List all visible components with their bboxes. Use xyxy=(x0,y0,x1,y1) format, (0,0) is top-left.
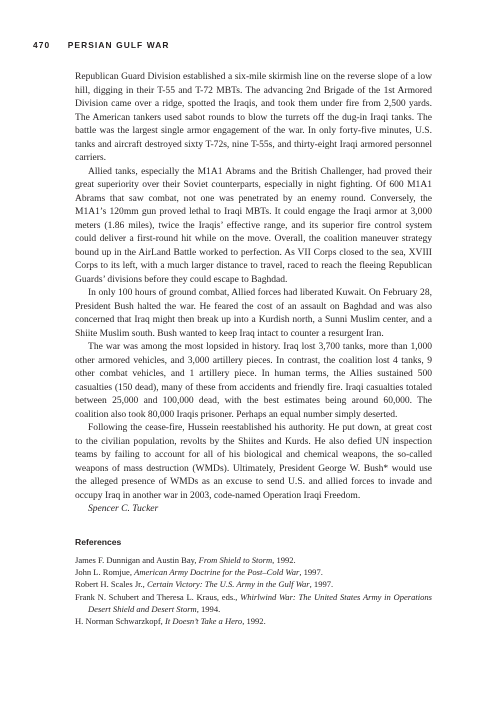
body-paragraph-1: Republican Guard Division established a six-mile skirmish line on the reverse slope of a low hill, digging in their T-55 and T-72 MBTs. The advancing 2nd Brigade of the 1st Armored Division came over a ridge, spotted the Iraqis, and took them under fire from 2,500 yards. The American tankers used sabot rounds to blow the turrets off the dug-in Iraqi tanks. The battle was the largest single armor engagement of the war. In only forty-five minutes, U.S. tanks and aircraft destroyed sixty T-72s, nine T-55s, and thirty-eight Iraqi armored personnel carriers. xyxy=(75,71,432,163)
reference-title: It Doesn’t Take a Hero xyxy=(164,616,243,627)
reference-item: H. Norman Schwarzkopf, It Doesn’t Take a Hero, 1992. xyxy=(75,616,266,627)
article-body xyxy=(75,70,432,627)
body-paragraph-3: In only 100 hours of ground combat, Allied forces had liberated Kuwait. On February 28, President Bush halted the war. He feared the cost of an assault on Baghdad and was also concerned that Iraq might then break up into a Kurdish north, a Sunni Muslim center, and a Shiite Muslim south. Bush wanted to keep Iraq intact to counter a resurgent Iran. xyxy=(75,287,432,339)
reference-title: American Army Doctrine for the Post–Cold War xyxy=(134,567,300,578)
page-number: 470 xyxy=(33,40,51,50)
body-paragraph-4: The war was among the most lopsided in history. Iraq lost 3,700 tanks, more than 1,000 other armored vehicles, and 3,000 artillery pieces. In contrast, the coalition lost 4 tanks, 9 other combat vehicles, and 1 artillery piece. In human terms, the Allies sustained 500 casualties (150 dead), many of these from accidents and friendly fire. Iraqi casualties totaled between 25,000 and 100,000 dead, with the best estimates being around 60,000. The coalition also took 80,000 Iraqis prisoner. Perhaps an equal number simply deserted. xyxy=(75,341,432,420)
author-signature: Spencer C. Tucker xyxy=(88,503,159,514)
references-heading: References xyxy=(75,536,122,547)
reference-title: Whirlwind War: The United States Army in Operations Desert Shield and Desert Storm xyxy=(88,591,432,614)
reference-title: Certain Victory: The U.S. Army in the Gulf War xyxy=(146,579,310,590)
reference-item: John L. Romjue, American Army Doctrine for the Post–Cold War, 1997. xyxy=(75,567,323,578)
reference-item: James F. Dunnigan and Austin Bay, From Shield to Storm, 1992. xyxy=(75,555,296,565)
references-list xyxy=(75,554,432,627)
reference-title: From Shield to Storm xyxy=(198,555,273,565)
running-header xyxy=(33,40,170,50)
running-title: PERSIAN GULF WAR xyxy=(67,40,170,50)
body-paragraph-2: Allied tanks, especially the M1A1 Abrams and the British Challenger, had proved their great superiority over their Soviet counterparts, especially in night fighting. Of 600 M1A1 Abrams that saw combat, not one was penetrated by an enemy round. Conversely, the M1A1’s 120mm gun proved lethal to Iraqi MBTs. It could engage the Iraqi armor at 3,000 meters (1.86 miles), twice the Iraqis’ effective range, and its superior fire control system could deliver a first-round hit while on the move. Overall, the coalition maneuver strategy bound up in the AirLand Battle worked to perfection. As VII Corps closed to the sea, XVIII Corps to its left, with a much larger distance to travel, raced to reach the fleeing Republican Guards’ divisions before they could escape to Baghdad. xyxy=(75,165,432,285)
reference-item: Frank N. Schubert and Theresa L. Kraus, eds., Whirlwind War: The United States Army in Operations Desert Shield and Desert Storm, 1994. xyxy=(75,591,432,614)
reference-item: Robert H. Scales Jr., Certain Victory: The U.S. Army in the Gulf War, 1997. xyxy=(75,579,334,590)
body-paragraph-5: Following the cease-fire, Hussein reestablished his authority. He put down, at great cost to the civilian population, revolts by the Shiites and Kurds. He also defied UN inspection teams by failing to account for all of his biological and chemical weapons, the so-called weapons of mass destruction (WMDs). Ultimately, President George W. Bush* would use the alleged presence of WMDs as an excuse to send U.S. and allied forces to invade and occupy Iraq in another war in 2003, code-named Operation Iraqi Freedom. xyxy=(75,422,432,501)
